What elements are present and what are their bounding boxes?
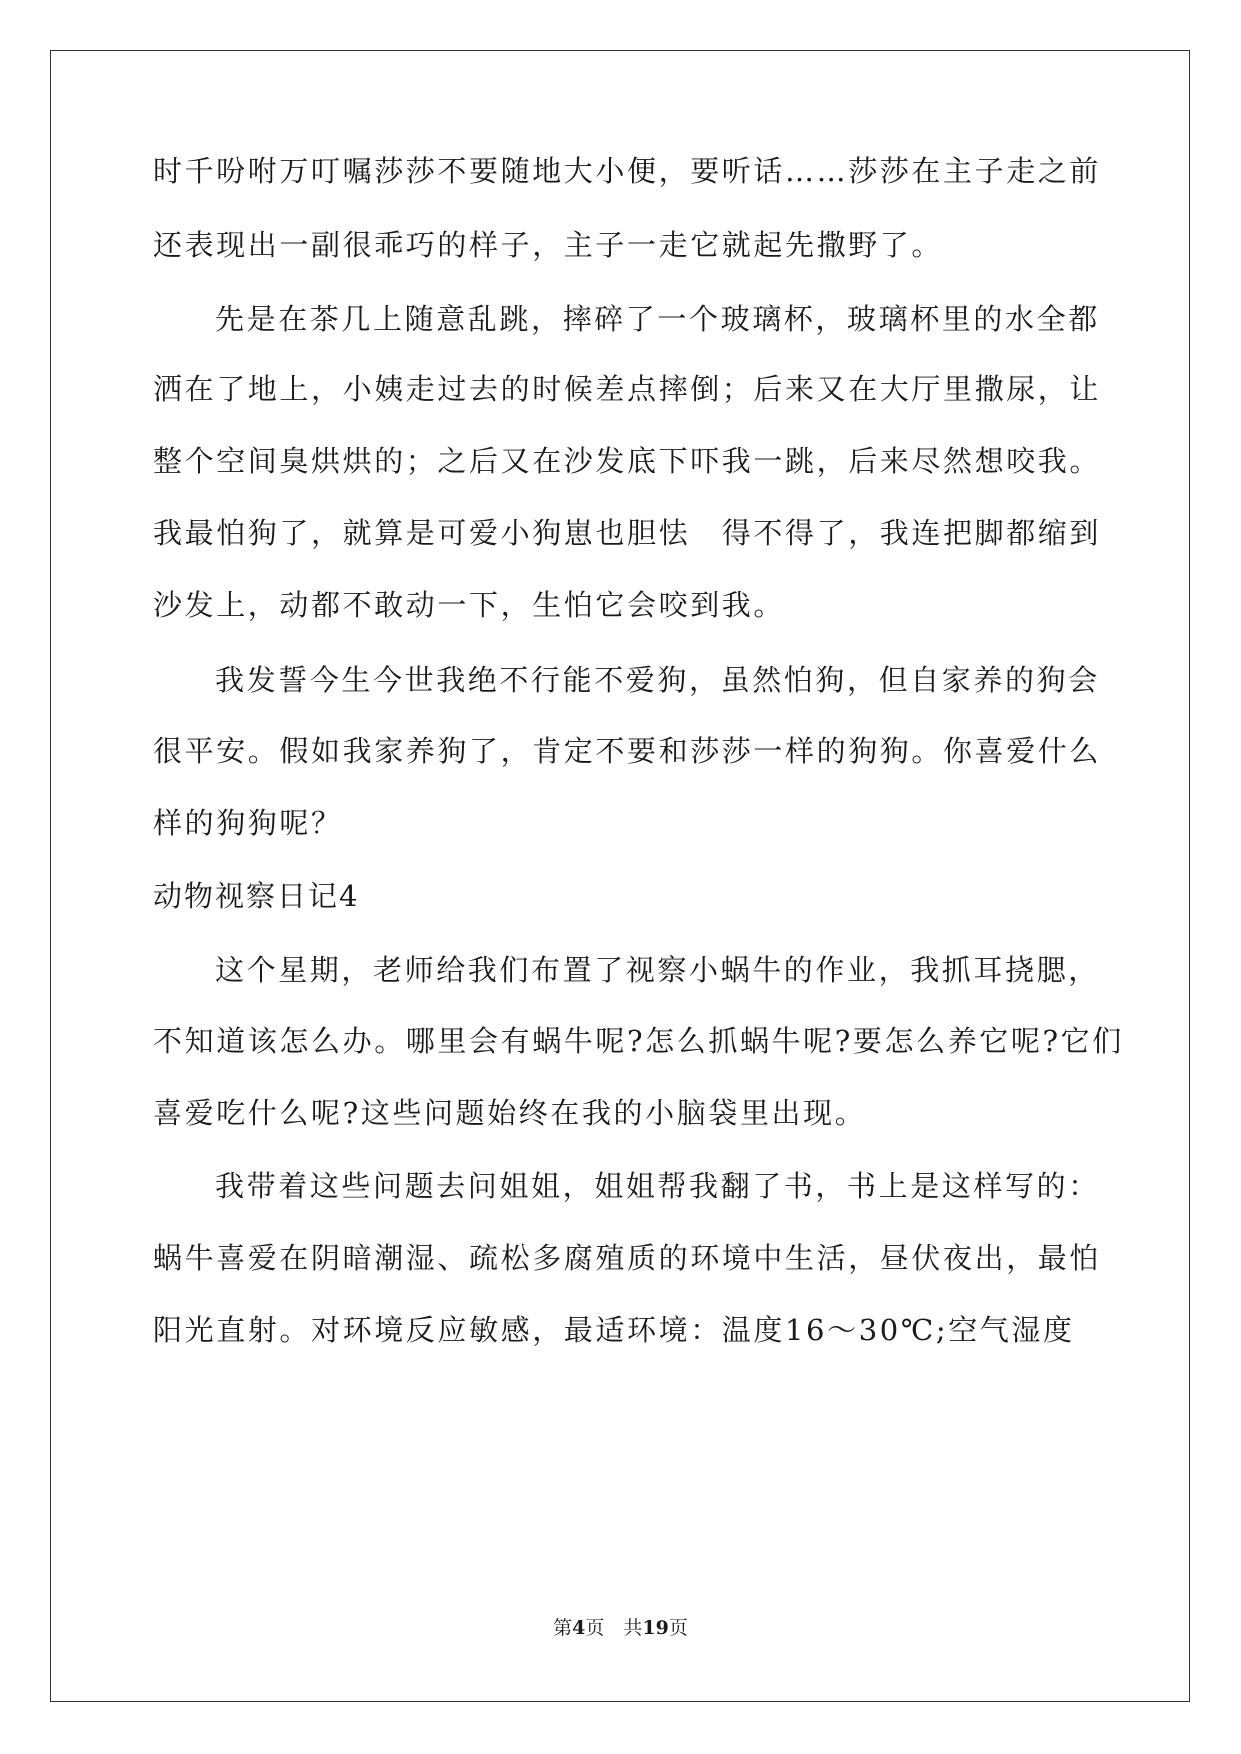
body-text-line: 沙发上，动都不敢动一下，生怕它会咬到我。 [153, 588, 786, 622]
section-heading: 动物视察日记4 [153, 879, 360, 913]
body-text-line: 很平安。假如我家养狗了，肯定不要和莎莎一样的狗狗。你喜爱什么 [153, 734, 1102, 768]
body-text-line: 阳光直射。对环境反应敏感，最适环境：温度16～30℃;空气湿度 [153, 1313, 1075, 1347]
body-text-line: 不知道该怎么办。哪里会有蜗牛呢?怎么抓蜗牛呢?要怎么养它呢?它们 [153, 1024, 1124, 1058]
page-footer [0, 1616, 1241, 1640]
body-text-line: 我最怕狗了，就算是可爱小狗崽也胆怯 得不得了，我连把脚都缩到 [153, 516, 1102, 550]
body-text-line: 洒在了地上，小姨走过去的时候差点摔倒；后来又在大厅里撒尿，让 [153, 372, 1102, 406]
body-text-line: 时千吩咐万叮嘱莎莎不要随地大小便，要听话……莎莎在主子走之前 [153, 154, 1102, 188]
current-page-number: 4 [572, 1617, 586, 1639]
body-text-line: 喜爱吃什么呢?这些问题始终在我的小脑袋里出现。 [153, 1096, 867, 1130]
body-text-line: 整个空间臭烘烘的；之后又在沙发底下吓我一跳，后来尽然想咬我。 [153, 444, 1102, 478]
body-text-line: 还表现出一副很乖巧的样子，主子一走它就起先撒野了。 [153, 228, 944, 262]
footer-prefix: 第 [553, 1617, 573, 1639]
paragraph-start-line: 我发誓今生今世我绝不行能不爱狗，虽然怕狗，但自家养的狗会 [215, 663, 1100, 697]
paragraph-start-line: 先是在茶几上随意乱跳，摔碎了一个玻璃杯，玻璃杯里的水全都 [215, 302, 1100, 336]
footer-middle: 页 共 [585, 1617, 643, 1639]
paragraph-start-line: 这个星期，老师给我们布置了视察小蜗牛的作业，我抓耳挠腮， [215, 953, 1100, 987]
paragraph-start-line: 我带着这些问题去问姐姐，姐姐帮我翻了书，书上是这样写的： [215, 1169, 1100, 1203]
total-page-count: 19 [642, 1617, 669, 1639]
footer-suffix: 页 [668, 1617, 688, 1639]
body-text-line: 蜗牛喜爱在阴暗潮湿、疏松多腐殖质的环境中生活，昼伏夜出，最怕 [153, 1241, 1102, 1275]
body-text-line: 样的狗狗呢？ [153, 806, 343, 840]
